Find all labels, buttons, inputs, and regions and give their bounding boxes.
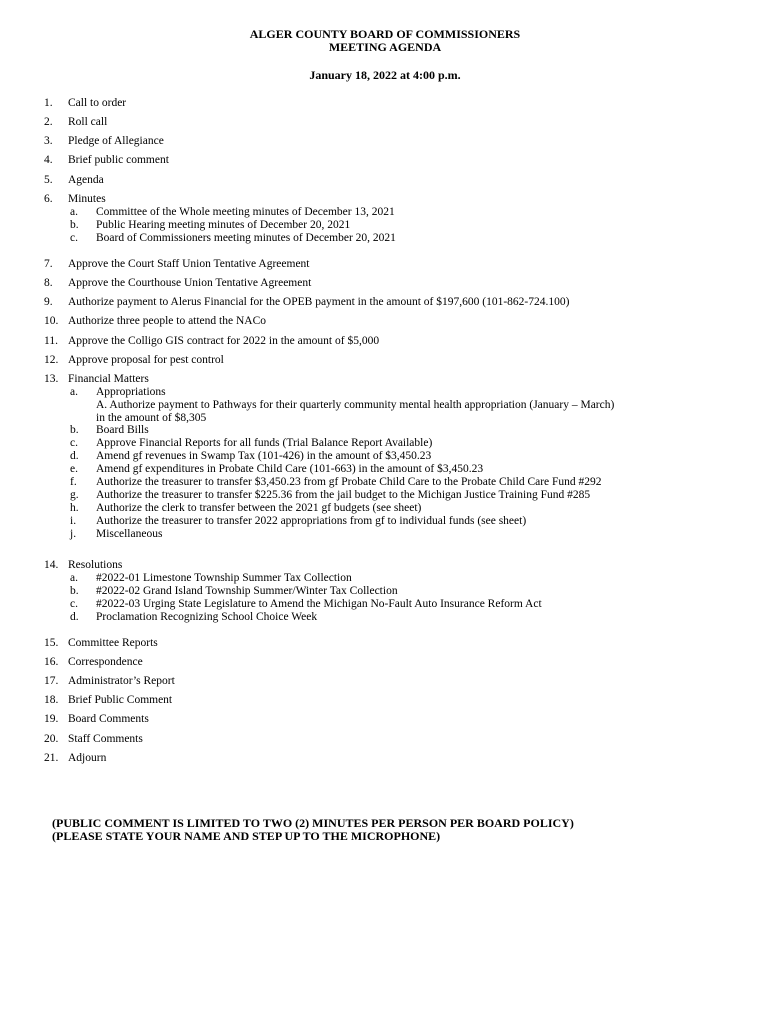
agenda-item-text: Board Comments: [68, 713, 149, 725]
agenda-subitem-letter: d.: [70, 611, 79, 623]
agenda-subitem-letter: a.: [70, 206, 78, 218]
agenda-subitem-text: Proclamation Recognizing School Choice Week: [96, 611, 318, 623]
agenda-subitem-letter: b.: [70, 424, 79, 436]
agenda-subitem-text: Amend gf revenues in Swamp Tax (101-426) in the amount of $3,450.23: [96, 450, 432, 462]
agenda-item: [44, 135, 740, 148]
agenda-item: [44, 116, 740, 129]
agenda-subitem: [70, 219, 740, 232]
agenda-subitem: [70, 515, 740, 528]
agenda-subitem-text: Authorize the clerk to transfer between the 2021 gf budgets (see sheet): [96, 502, 422, 514]
agenda-item-number: 15.: [44, 637, 59, 649]
agenda-subitem-letter: g.: [70, 489, 79, 501]
agenda-item: [44, 694, 740, 707]
agenda-subitem-detail: in the amount of $8,305: [96, 412, 207, 424]
agenda-item: [44, 373, 740, 386]
agenda-item: [44, 193, 740, 206]
agenda-item-number: 9.: [44, 296, 53, 308]
agenda-item-text: Approve proposal for pest control: [68, 354, 224, 366]
agenda-subitem-letter: c.: [70, 437, 78, 449]
agenda-subitem: [70, 528, 740, 541]
public-comment-note: (PUBLIC COMMENT IS LIMITED TO TWO (2) MINUTES PER PERSON PER BOARD POLICY): [52, 816, 574, 830]
agenda-subitem: [70, 502, 740, 515]
agenda-item-number: 6.: [44, 193, 53, 205]
agenda-item-number: 14.: [44, 559, 59, 571]
agenda-subitem: [70, 598, 740, 611]
agenda-subitem: [70, 476, 740, 489]
agenda-item-number: 2.: [44, 116, 53, 128]
agenda-subitem-text: #2022-02 Grand Island Township Summer/Winter Tax Collection: [96, 585, 398, 597]
agenda-subitem-letter: f.: [70, 476, 77, 488]
agenda-item-number: 17.: [44, 675, 59, 687]
agenda-subitem-detail: A. Authorize payment to Pathways for their quarterly community mental health appropriation (January – March): [96, 399, 615, 411]
agenda-item-text: Committee Reports: [68, 637, 158, 649]
agenda-item-number: 16.: [44, 656, 59, 668]
agenda-subitem-letter: a.: [70, 572, 78, 584]
agenda-subitem: [70, 572, 740, 585]
agenda-subitem-letter: c.: [70, 232, 78, 244]
agenda-subitem-letter: a.: [70, 386, 78, 398]
agenda-subitem-text: #2022-01 Limestone Township Summer Tax Collection: [96, 572, 352, 584]
agenda-item-number: 13.: [44, 373, 59, 385]
agenda-item-text: Roll call: [68, 116, 108, 128]
agenda-subitem: [70, 489, 740, 502]
agenda-item-text: Administrator’s Report: [68, 675, 175, 687]
agenda-item-number: 11.: [44, 335, 58, 347]
agenda-item-number: 8.: [44, 277, 53, 289]
agenda-subitem-text: Authorize the treasurer to transfer 2022 appropriations from gf to individual funds (see sheet): [96, 515, 527, 527]
agenda-subitem-text: Public Hearing meeting minutes of December 20, 2021: [96, 219, 351, 231]
agenda-item: [44, 354, 740, 367]
agenda-item: [44, 656, 740, 669]
agenda-item: [44, 752, 740, 765]
agenda-item-number: 19.: [44, 713, 59, 725]
agenda-item-number: 10.: [44, 315, 59, 327]
agenda-item-text: Agenda: [68, 174, 104, 186]
agenda-subitem: [70, 585, 740, 598]
agenda-item-text: Adjourn: [68, 752, 107, 764]
agenda-subitem-text: #2022-03 Urging State Legislature to Amend the Michigan No-Fault Auto Insurance Reform Act: [96, 598, 542, 610]
agenda-item: [44, 296, 740, 309]
agenda-subitem-text: Appropriations: [96, 386, 166, 398]
agenda-subitem-text: Board of Commissioners meeting minutes of December 20, 2021: [96, 232, 396, 244]
agenda-item-text: Approve the Colligo GIS contract for 2022 in the amount of $5,000: [68, 335, 380, 347]
agenda-item-number: 5.: [44, 174, 53, 186]
agenda-item-number: 3.: [44, 135, 53, 147]
agenda-subitem: [70, 386, 740, 399]
agenda-subitem: [70, 437, 740, 450]
document-subtitle: MEETING AGENDA: [328, 40, 442, 54]
agenda-item: [44, 154, 740, 167]
agenda-subitem: [70, 206, 740, 219]
agenda-item: [44, 559, 740, 572]
agenda-item: [44, 733, 740, 746]
agenda-subitem: [70, 611, 740, 624]
agenda-subitem-letter: d.: [70, 450, 79, 462]
agenda-subitem: [70, 463, 740, 476]
agenda-item: [44, 637, 740, 650]
agenda-subitem-text: Amend gf expenditures in Probate Child Care (101-663) in the amount of $3,450.23: [96, 463, 484, 475]
agenda-item-text: Pledge of Allegiance: [68, 135, 164, 147]
agenda-item-text: Authorize payment to Alerus Financial for the OPEB payment in the amount of $197,600 (101-862-724.100): [68, 296, 570, 308]
agenda-subitem-text: Miscellaneous: [96, 528, 163, 540]
agenda-item-text: Minutes: [68, 193, 106, 205]
agenda-subitem-text: Committee of the Whole meeting minutes of December 13, 2021: [96, 206, 395, 218]
agenda-subitem: [70, 232, 740, 245]
agenda-item-text: Brief public comment: [68, 154, 169, 166]
agenda-item: [44, 315, 740, 328]
agenda-item-text: Financial Matters: [68, 373, 149, 385]
agenda-subitem-text: Board Bills: [96, 424, 149, 436]
agenda-item-number: 1.: [44, 97, 53, 109]
agenda-item: [44, 675, 740, 688]
agenda-subitem-text: Approve Financial Reports for all funds (Trial Balance Report Available): [96, 437, 433, 449]
agenda-subitem-text: Authorize the treasurer to transfer $225.36 from the jail budget to the Michigan Justice Training Fund #285: [96, 489, 591, 501]
agenda-subitem-letter: c.: [70, 598, 78, 610]
agenda-item-text: Authorize three people to attend the NACo: [68, 315, 266, 327]
agenda-subitem-letter: j.: [70, 528, 77, 540]
agenda-item-number: 21.: [44, 752, 59, 764]
agenda-item-number: 4.: [44, 154, 53, 166]
meeting-date: January 18, 2022 at 4:00 p.m.: [309, 68, 461, 82]
agenda-subitem-letter: h.: [70, 502, 79, 514]
agenda-item-text: Approve the Court Staff Union Tentative Agreement: [68, 258, 310, 270]
agenda-subitem-letter: b.: [70, 585, 79, 597]
agenda-item-number: 7.: [44, 258, 53, 270]
agenda-item-text: Staff Comments: [68, 733, 143, 745]
agenda-item: [44, 713, 740, 726]
agenda-subitem-text: Authorize the treasurer to transfer $3,450.23 from gf Probate Child Care to the Probate Child Care Fund #292: [96, 476, 602, 488]
microphone-note: (PLEASE STATE YOUR NAME AND STEP UP TO THE MICROPHONE): [52, 829, 441, 843]
agenda-item: [44, 174, 740, 187]
agenda-item: [44, 335, 740, 348]
agenda-item-text: Resolutions: [68, 559, 123, 571]
agenda-item: [44, 277, 740, 290]
agenda-item-text: Call to order: [68, 97, 127, 109]
agenda-item-text: Correspondence: [68, 656, 143, 668]
agenda-subitem: [70, 450, 740, 463]
agenda-subitem-letter: b.: [70, 219, 79, 231]
agenda-item-number: 20.: [44, 733, 59, 745]
document-title: ALGER COUNTY BOARD OF COMMISSIONERS: [249, 27, 521, 41]
agenda-item-number: 12.: [44, 354, 59, 366]
agenda-item-text: Approve the Courthouse Union Tentative Agreement: [68, 277, 312, 289]
agenda-subitem-letter: e.: [70, 463, 78, 475]
agenda-item: [44, 258, 740, 271]
agenda-subitem: [70, 424, 740, 437]
agenda-item: [44, 97, 740, 110]
agenda-item-number: 18.: [44, 694, 59, 706]
agenda-subitem-letter: i.: [70, 515, 77, 527]
agenda-item-text: Brief Public Comment: [68, 694, 173, 706]
